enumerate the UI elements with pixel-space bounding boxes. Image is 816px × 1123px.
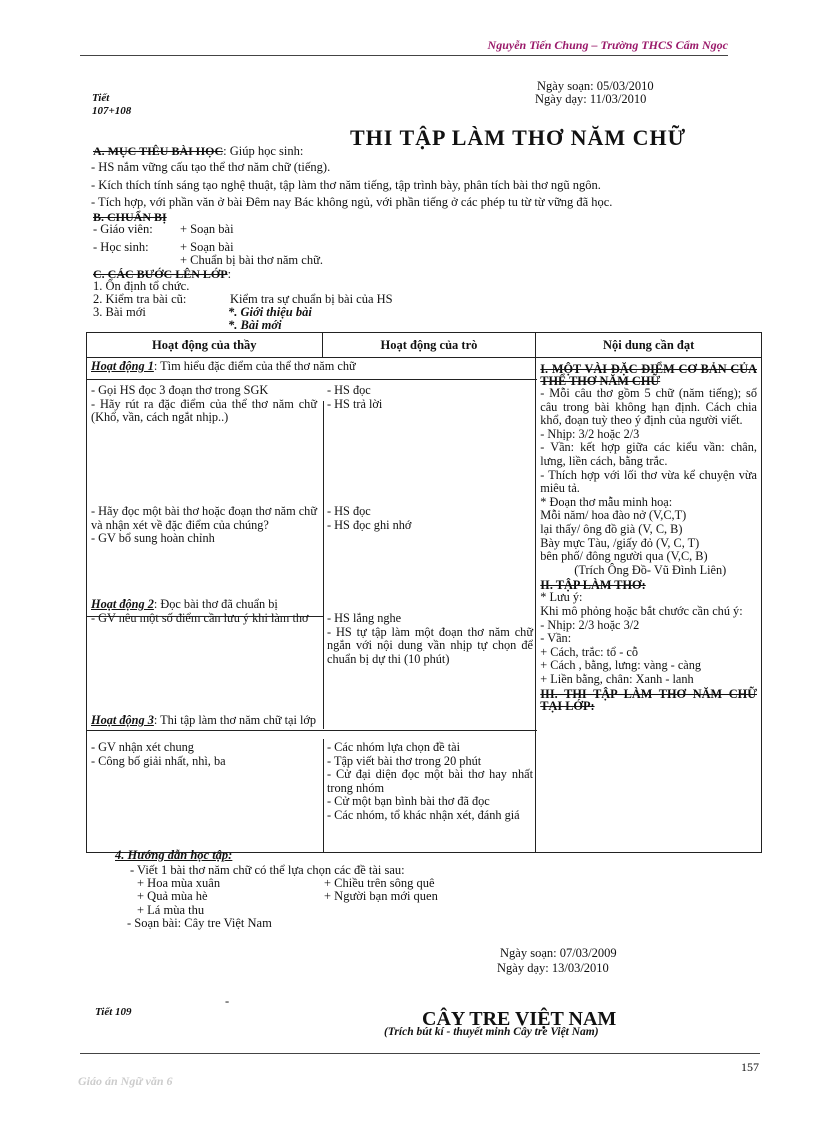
topic-1: + Hoa mùa xuân [137,876,221,890]
list-item: - HS đọc ghi nhớ [327,517,412,532]
activity-1-heading [91,360,356,374]
activities-cell [87,358,536,853]
teacher-activity-2 [91,612,317,626]
homework-prep: - Soạn bài: Cây tre Việt Nam [127,916,272,930]
list-item: - GV bổ sung hoàn chỉnh [91,531,215,546]
section-b-title: B. CHUẨN BỊ [93,210,167,224]
list-item: + Cách , bằng, lưng: vàng - càng [540,658,702,673]
list-item: - HS tự tập làm một đoạn thơ năm chữ ngắn với nội dung vần nhịp tự chọn để chuẩn bị dự thi (10 phút) [327,624,533,666]
homework-title: 4. Hướng dẫn học tập: [115,848,233,862]
list-item: - HS đọc [327,383,371,397]
list-item: - GV nêu một số điểm cần lưu ý khi làm thơ [91,611,309,625]
table-header-row [87,333,762,358]
goal-2: - Kích thích tính sáng tạo nghệ thuật, tập làm thơ năm tiếng, tập trình bày, phân tích bài thơ ngũ ngôn. [91,178,601,192]
step-1: 1. Ổn định tổ chức. [93,279,190,293]
list-item: - Cử một bạn bình bài thơ đã đọc [327,794,490,809]
activity-3-heading [91,714,316,728]
row-divider [87,379,537,380]
header-rule [80,55,728,56]
student-activity-3 [327,741,533,823]
list-item: - Thích hợp với lối thơ vừa kể chuyện vừa miêu tả. [540,467,757,496]
step-3-label: 3. Bài mới [93,305,146,319]
teacher-label: - Giáo viên: [93,222,153,236]
footer-rule [80,1053,760,1054]
activity-3-text: : Thi tập làm thơ năm chữ tại lớp [153,713,317,727]
list-item: - Cử đại diện đọc một bài thơ hay nhất trong nhóm [327,767,533,795]
list-item: + Cách, trắc: tổ - cỗ [540,644,639,659]
list-item: * Lưu ý: [540,590,583,605]
teacher-item: + Soạn bài [180,222,234,236]
list-item: - Vần: kết hợp giữa các kiểu vần: chân, lưng, liền cách, bằng trắc. [540,440,757,468]
student-label: - Học sinh: [93,240,149,254]
section-a-tail: : Giúp học sinh: [223,144,304,158]
running-header: Nguyễn Tiến Chung – Trường THCS Cẩm Ngọc [487,38,728,52]
activity-table [86,332,762,853]
footer-label: Giáo án Ngữ văn 6 [78,1074,173,1088]
list-item: - Các nhóm, tổ khác nhận xét, đánh giá [327,807,520,822]
tiet-label: Tiết [92,92,110,104]
list-item: - HS lắng nghe [327,611,402,625]
list-item: - Nhịp: 3/2 hoặc 2/3 [540,426,640,441]
content-section-2: II. TẬP LÀM THƠ: [540,578,646,593]
list-item: - Hãy rút ra đặc điểm của thể thơ năm chữ (Khổ, vần, cách ngắt nhịp..) [91,396,317,425]
row-divider [87,616,323,617]
student-item-2: + Chuẩn bị bài thơ năm chữ. [180,253,323,267]
activity-2-text: : Đọc bài thơ đã chuẩn bị [153,597,278,611]
prep-date: Ngày soạn: 05/03/2010 [537,79,654,93]
lesson-2-subtitle: (Trích bút kí - thuyết minh Cây tre Việt Nam) [384,1026,599,1038]
activity-3-label: Hoạt động 3 [91,713,154,727]
activity-1-text: : Tìm hiểu đặc điểm của thể thơ năm chữ [153,359,356,373]
list-item: - HS đọc [327,504,371,518]
column-divider [323,401,324,729]
teach-date: Ngày dạy: 11/03/2010 [535,92,647,106]
step-2-text: Kiểm tra sự chuẩn bị bài của HS [230,292,393,306]
content-section-3: III. THI TẬP LÀM THƠ NĂM CHỮ TẠI LỚP: [540,687,757,714]
section-a-title: A. MỤC TIÊU BÀI HỌC [93,144,224,158]
list-item: Mỗi năm/ hoa đào nở (V,C,T) [540,508,687,523]
student-activity-2 [327,612,533,666]
list-item: - GV nhận xét chung [91,740,194,754]
tiet-109: Tiết 109 [95,1006,132,1018]
section-c-title: C. CÁC BƯỚC LÊN LỚP [93,267,228,281]
list-item: - Các nhóm lựa chọn đề tài [327,740,461,754]
page-number: 157 [741,1060,759,1074]
list-item: bên phố/ đông người qua (V,C, B) [540,549,708,564]
topic-5: + Lá mùa thu [137,903,205,917]
step-2-label: 2. Kiểm tra bài cũ: [93,292,187,306]
topic-3: + Quả mùa hè [137,889,208,903]
col-header-teacher: Hoạt động của thầy [87,333,323,358]
teacher-activity-1 [91,384,317,425]
table-body-row [87,358,762,853]
activity-2-label: Hoạt động 2 [91,597,154,611]
student-item-1: + Soạn bài [180,240,234,254]
list-item: (Trích Ông Đồ- Vũ Đình Liên) [574,562,727,577]
list-item: - Công bố giải nhất, nhì, ba [91,753,226,768]
lesson-title: THI TẬP LÀM THƠ NĂM CHỮ [350,125,687,150]
col-header-student: Hoạt động của trò [322,333,536,358]
list-item: - Nhịp: 2/3 hoặc 3/2 [540,617,640,632]
column-divider [323,739,324,852]
content-section-1: I. MỘT VÀI ĐẶC ĐIỂM CƠ BẢN CỦA THỂ THƠ NĂM CHỮ [540,362,757,388]
section-c-tail: : [227,267,232,281]
activity-2-heading [91,598,278,612]
list-item: Bày mực Tàu, /giấy đỏ (V, C, T) [540,535,700,550]
goal-1: - HS nắm vững cấu tạo thể thơ năm chữ (tiếng). [91,160,331,174]
teacher-activity-1b [91,505,317,546]
homework-intro: - Viết 1 bài thơ năm chữ có thể lựa chọn các đề tài sau: [130,863,405,877]
prep-date-2: Ngày soạn: 07/03/2009 [500,946,617,960]
teacher-activity-3 [91,741,317,768]
list-item: Khi mô phỏng hoặc bắt chước cần chú ý: [540,603,743,618]
list-item: + Liền bằng, chân: Xanh - lanh [540,671,694,686]
list-item: - Vần: [540,631,572,646]
list-item: - Hãy đọc một bài thơ hoặc đoạn thơ năm chữ và nhận xét về đặc điểm của chúng? [91,504,317,532]
step-3-intro: *. Giới thiệu bài [228,305,312,319]
col-header-content: Nội dung cần đạt [536,333,762,358]
teach-date-2: Ngày dạy: 13/03/2010 [497,961,609,975]
list-item: - Tập viết bài thơ trong 20 phút [327,753,482,768]
activity-1-label: Hoạt động 1 [91,359,154,373]
topic-2: + Chiều trên sông quê [324,876,435,890]
student-activity-1 [327,384,533,411]
row-divider [87,730,537,731]
list-item: * Đoạn thơ mẫu minh hoạ: [540,494,673,509]
list-item: - Gọi HS đọc 3 đoạn thơ trong SGK [91,383,269,397]
content-column [536,358,762,853]
lesson-2-title: CÂY TRE VIỆT NAM [422,1008,617,1030]
section-a-heading [93,144,303,159]
list-item: - Mỗi câu thơ gồm 5 chữ (năm tiếng); số câu trong bài không hạn định. Cách chia khổ, đoạn tuỳ theo ý định của người viết. [540,386,757,428]
step-3-new: *. Bài mới [228,318,282,332]
tiet-number: 107+108 [92,105,132,117]
list-item: - HS trả lời [327,396,383,411]
student-activity-1b [327,505,533,532]
dash-mark: - [225,994,230,1008]
goal-3: - Tích hợp, với phần văn ở bài Đêm nay Bác không ngủ, với phần tiếng ở các phép tu từ từ vững đã học. [91,195,613,209]
topic-4: + Người bạn mới quen [324,889,438,903]
list-item: lại thấy/ ông đồ già (V, C, B) [540,521,683,536]
